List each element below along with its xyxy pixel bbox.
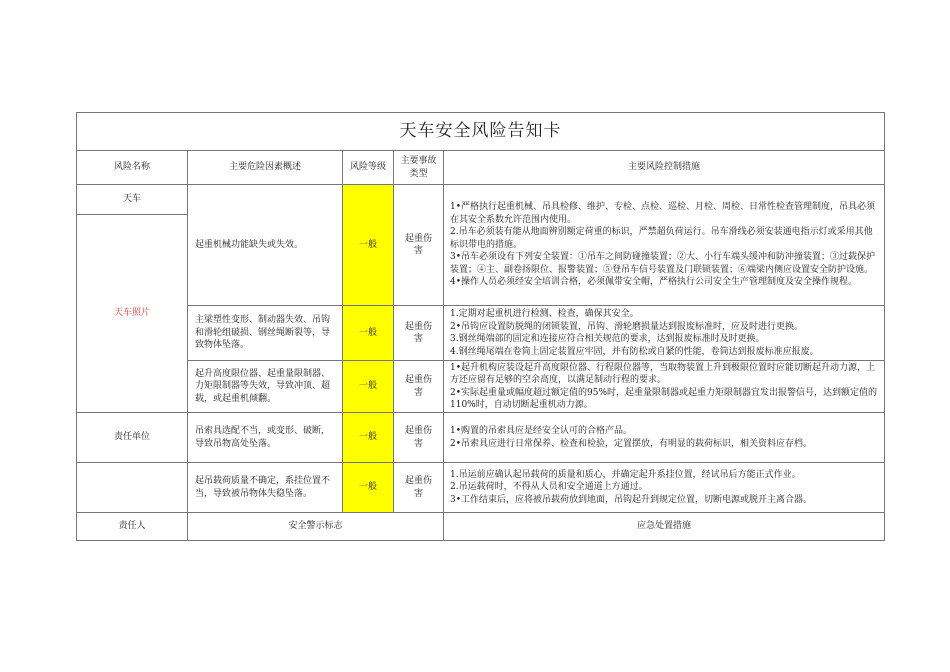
measure-item: 1•严格执行起重机械、吊具检修、维护、专检、点检、巡检、月检、周检、日常性检查管理制度，吊具必须在其安全系数允许范围内使用。: [450, 202, 876, 225]
measure-item: 2.吊运载荷时，不得从人员和安全通道上方通过。: [450, 482, 648, 493]
measure-item: 3•吊车必须设有下列安全装置：①吊车之间防碰撞装置；②大、小行车端头缓冲和防冲撞装置；③过载保护装置；④主、副卷扬限位、报警装置；⑤登吊车信号装置及门联锁装置；⑥端梁内侧应设置安全防护设施。: [450, 252, 876, 275]
accident-type-cell: 起重伤害: [394, 185, 444, 306]
accident-type-cell: 起重伤害: [394, 306, 444, 361]
header-risk-name: 风险名称: [77, 151, 188, 185]
header-risk-level: 风险等级: [343, 151, 394, 185]
responsible-person-label: 责任人: [77, 513, 188, 541]
risk-notice-card: [76, 112, 885, 541]
hazard-cell: 起吊载荷质量不确定，系挂位置不当，导致被吊物体失稳坠落。: [188, 463, 343, 513]
accident-type-cell: 起重伤害: [394, 463, 444, 513]
control-measures-cell: [444, 185, 885, 306]
risk-level-cell: 一般: [343, 361, 394, 413]
header-hazard-desc: 主要危险因素概述: [188, 151, 343, 185]
header-accident-type: 主要事故类型: [394, 151, 444, 185]
risk-level-cell: 一般: [343, 463, 394, 513]
measure-item: 1.吊运前应确认起吊载荷的质量和质心，并确定起升系挂位置，经试吊后方能正式作业。: [450, 469, 801, 480]
hazard-cell: 吊索具选配不当，或变形、破断，导致吊物高处坠落。: [188, 413, 343, 463]
risk-level-cell: 一般: [343, 306, 394, 361]
risk-level-cell: 一般: [343, 413, 394, 463]
control-measures-cell: [444, 463, 885, 513]
measure-item: 3.钢丝绳端部的固定和连接应符合相关规范的要求，达到报废标准时及时更换。: [450, 334, 765, 344]
measure-item: 3•工作结束后，应将被吊载荷放到地面，吊钩起升到规定位置，切断电源或脱开主离合器。: [450, 494, 813, 505]
hazard-cell: 起升高度限位器、起重量限制器、力矩限制器等失效，导致冲顶、超载，或起重机倾翻。: [188, 361, 343, 413]
control-measures-cell: [444, 361, 885, 413]
photo-placeholder: 天车照片: [77, 215, 188, 413]
responsible-unit-value: [77, 463, 188, 513]
measure-item: 1•起升机构应装设起升高度限位器、行程限位器等，当取物装置上升到极限位置时应能切断起升动力源，上方还应留有足够的空余高度，以满足制动行程的要求。: [450, 362, 876, 385]
hazard-cell: 起重机械功能缺失或失效。: [188, 185, 343, 306]
control-measures-cell: [444, 413, 885, 463]
equipment-name: 天车: [77, 185, 188, 215]
measure-item: 1•购置的吊索具应是经安全认可的合格产品。: [450, 426, 633, 436]
safety-signs-label: 安全警示标志: [188, 513, 444, 541]
measure-item: 2.吊车必须装有能从地面辨别额定荷重的标识，严禁超负荷运行。吊车滑线必须安装通电指示灯或采用其他标识带电的措施。: [450, 227, 873, 250]
measure-item: 2•实际起重量或幅度超过额定值的95%时，起重量限制器或起重力矩限制器宜发出报警信号，达到额定值的110%时，自动切断起重机动力源。: [450, 387, 878, 410]
hazard-cell: 主梁塑性变形、制动器失效、吊钩和滑轮组破损、钢丝绳断裂等，导致物体坠落。: [188, 306, 343, 361]
measure-item: 1.定期对起重机进行检测、检查，确保其安全。: [450, 309, 639, 319]
measure-item: 4.钢丝绳尾端在卷筒上固定装置应牢固，并有防松或自紧的性能，卷筒达到报废标准应报废。: [450, 346, 819, 357]
header-control-measures: 主要风险控制措施: [444, 151, 885, 185]
accident-type-cell: 起重伤害: [394, 361, 444, 413]
emergency-measures-label: 应急处置措施: [444, 513, 885, 541]
measure-item: 2•吊索具应进行日常保养、检查和检验，定置摆放，有明显的载荷标识，相关资料应存档。: [450, 438, 813, 449]
measure-item: 2•吊钩应设置防脱绳的闭锁装置，吊钩、滑轮磨损量达到报废标准时，应及时进行更换。: [450, 321, 804, 332]
responsible-unit-label: 责任单位: [77, 413, 188, 463]
measure-item: 4•操作人员必须经安全培训合格，必须佩带安全帽，严格执行公司安全生产管理制度及安全操作规程。: [450, 277, 858, 288]
risk-level-cell: 一般: [343, 185, 394, 306]
card-title: 天车安全风险告知卡: [77, 113, 885, 151]
control-measures-cell: [444, 306, 885, 361]
accident-type-cell: 起重伤害: [394, 413, 444, 463]
